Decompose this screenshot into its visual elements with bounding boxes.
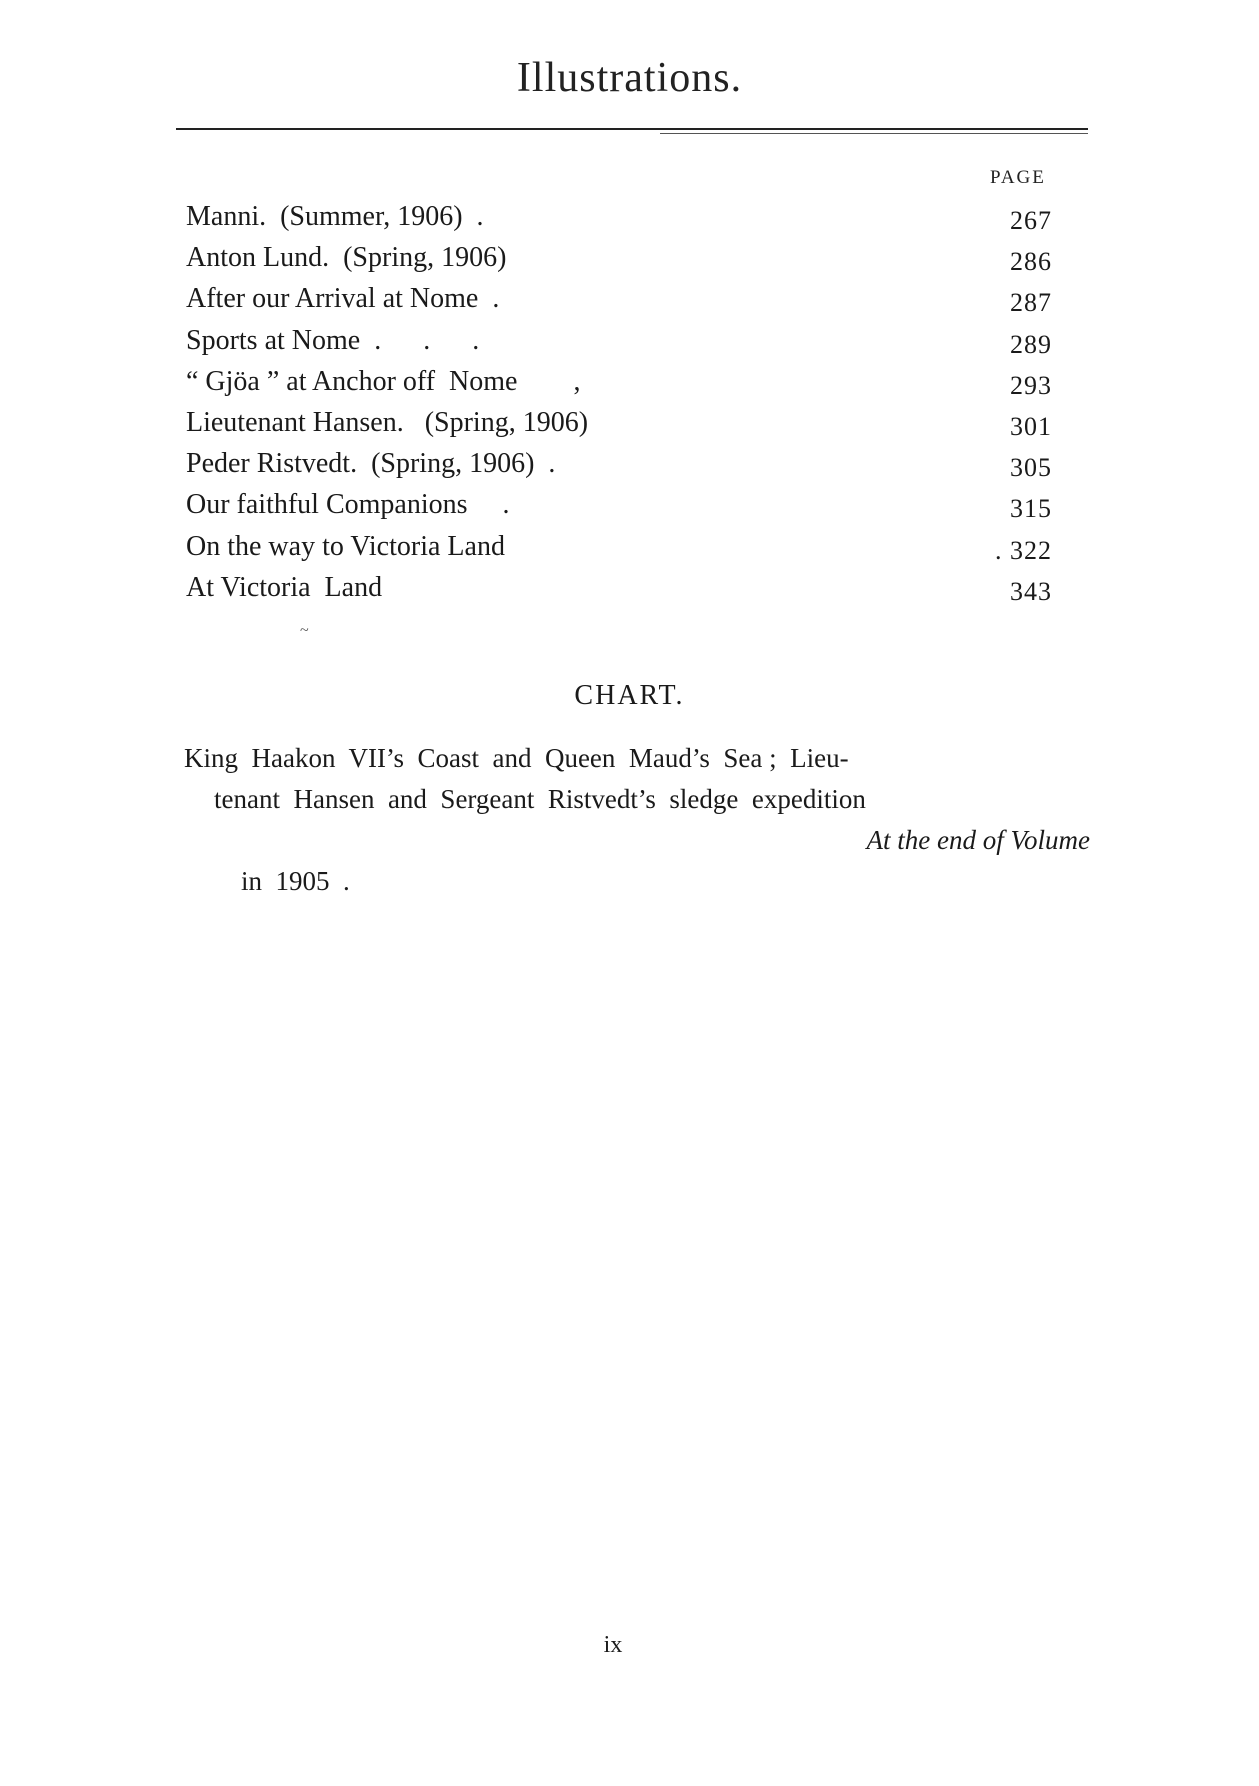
stray-mark: ~ [300,622,309,639]
chart-location: At the end of Volume [866,825,1090,855]
illustration-page: 267 [1010,206,1052,235]
illustration-page: 305 [1010,453,1052,483]
list-item [186,320,1066,361]
illustration-page: 287 [1010,288,1052,318]
list-item [186,237,1066,278]
illustration-page: 293 [1010,370,1052,400]
illustration-caption: Lieutenant Hansen. (Spring, 1906) [186,406,589,438]
list-item [186,567,1066,608]
list-item [186,196,1066,237]
illustration-caption: “ Gjöa ” at Anchor off Nome , [186,365,581,397]
title-rule-thin [660,133,1088,134]
illustrations-list [186,196,1066,608]
illustration-caption: Our faithful Companions . [186,489,510,521]
chart-entry [184,738,1090,896]
page-folio: ix [603,1632,623,1658]
title-rule [176,128,1088,130]
illustration-page: 289 [1010,329,1052,359]
list-item [186,278,1066,319]
chart-entry-line: tenant Hansen and Sergeant Ristvedt’s sledge expedition [214,784,866,814]
illustration-caption: Peder Ristvedt. (Spring, 1906) . [186,448,556,480]
illustration-caption: After our Arrival at Nome . [186,283,500,315]
illustration-caption: On the way to Victoria Land [186,530,505,562]
chart-heading: CHART. [574,680,685,711]
chart-entry-year: in 1905 . [241,866,350,896]
illustration-caption: Manni. (Summer, 1906) . [186,201,484,232]
list-item [186,402,1066,443]
chart-entry-line: King Haakon VII’s Coast and Queen Maud’s Sea ; Lieu- [184,743,849,773]
illustration-page: . 322 [995,535,1052,565]
list-item [186,361,1066,402]
page-title: Illustrations. [516,55,743,101]
list-item [186,484,1066,525]
page-column-heading: PAGE [990,167,1046,188]
illustration-page: 315 [1010,494,1052,524]
list-item [186,526,1066,567]
illustration-caption: Anton Lund. (Spring, 1906) [186,242,507,274]
illustration-caption: Sports at Nome . . . [186,324,480,356]
illustration-page: 343 [1010,576,1052,606]
illustration-page: 286 [1010,247,1052,277]
chart-entry-last-line [184,820,1090,896]
illustration-page: 301 [1010,411,1052,441]
list-item [186,443,1066,484]
illustration-caption: At Victoria Land [186,571,383,603]
